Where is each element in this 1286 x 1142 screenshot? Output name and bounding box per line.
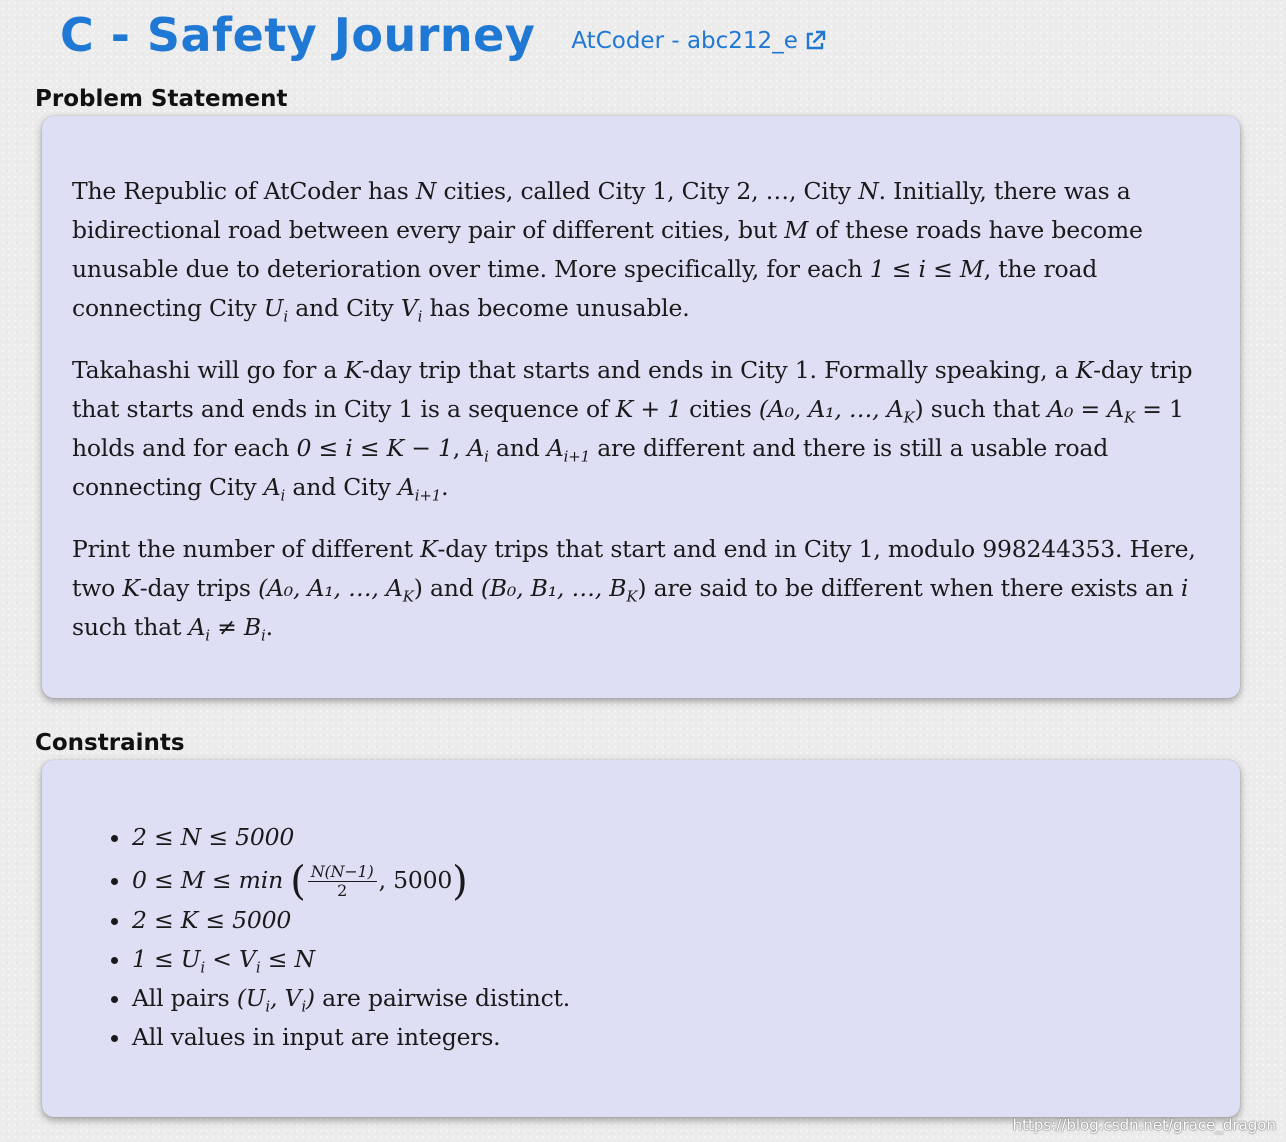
fraction: $\frac{N(N-1)}{2}$ <box>308 863 377 900</box>
constraint-item: • 0 ≤ M ≤ min ( $\frac{N(N-1)}{2}$ , 5000) <box>132 853 1210 907</box>
constraint-item: • All pairs ($U_i$, $V_i$) are pairwise distinct. <box>132 979 1210 1018</box>
external-link-icon <box>803 29 827 53</box>
problem-statement-card <box>42 116 1240 698</box>
constraint-item: • 2 ≤ K ≤ 5000 <box>132 901 1210 940</box>
source-link-label: AtCoder - abc212_e <box>571 28 798 54</box>
source-link[interactable] <box>571 28 827 54</box>
constraint-item: • All values in input are integers. <box>132 1018 1210 1057</box>
problem-title: C - Safety Journey <box>60 8 536 62</box>
constraints-card <box>42 760 1240 1117</box>
constraint-item: • 2 ≤ N ≤ 5000 <box>132 818 1210 857</box>
statement-paragraph-1: The Republic of AtCoder has N cities, called City 1, City 2, …, City N. Initially, there was a bidirectional road between every pair of different cities, but M of these roads have become unusable due to deterioration over time. More specifically, for each 1 ≤ i ≤ M, the road connecting City $U_i$ and City $V_i$ has become unusable. <box>72 177 1143 326</box>
statement-paragraph-2: Takahashi will go for a K-day trip that starts and ends in City 1. Formally speaking, a K-day trip that starts and ends in City 1 is a sequence of K + 1 cities (A₀, A₁, …, $A_K$) such that $A_0 = A_K = 1$ holds and for each 0 ≤ i ≤ K − 1, $A_i$ and $A_{i+1}$ are different and there is still a usable road connecting City $A_i$ and City $A_{i+1}$. <box>72 356 1193 505</box>
constraint-item: • $1 \le U_i < V_i \le N$ <box>132 940 1210 979</box>
statement-paragraph-3: Print the number of different K-day trips that start and end in City 1, modulo 998244353. Here, two K-day trips (A₀, A₁, …, $A_K$) and (B₀, B₁, …, $B_K$) are said to be different when there exists an i such that $A_i \ne B_i$. <box>72 535 1196 645</box>
constraints-heading: Constraints <box>35 730 185 756</box>
constraints-list <box>72 818 1210 1057</box>
header <box>60 0 827 70</box>
watermark: https://blog.csdn.net/grace_dragon <box>1012 1116 1276 1134</box>
problem-statement-heading: Problem Statement <box>35 86 288 112</box>
